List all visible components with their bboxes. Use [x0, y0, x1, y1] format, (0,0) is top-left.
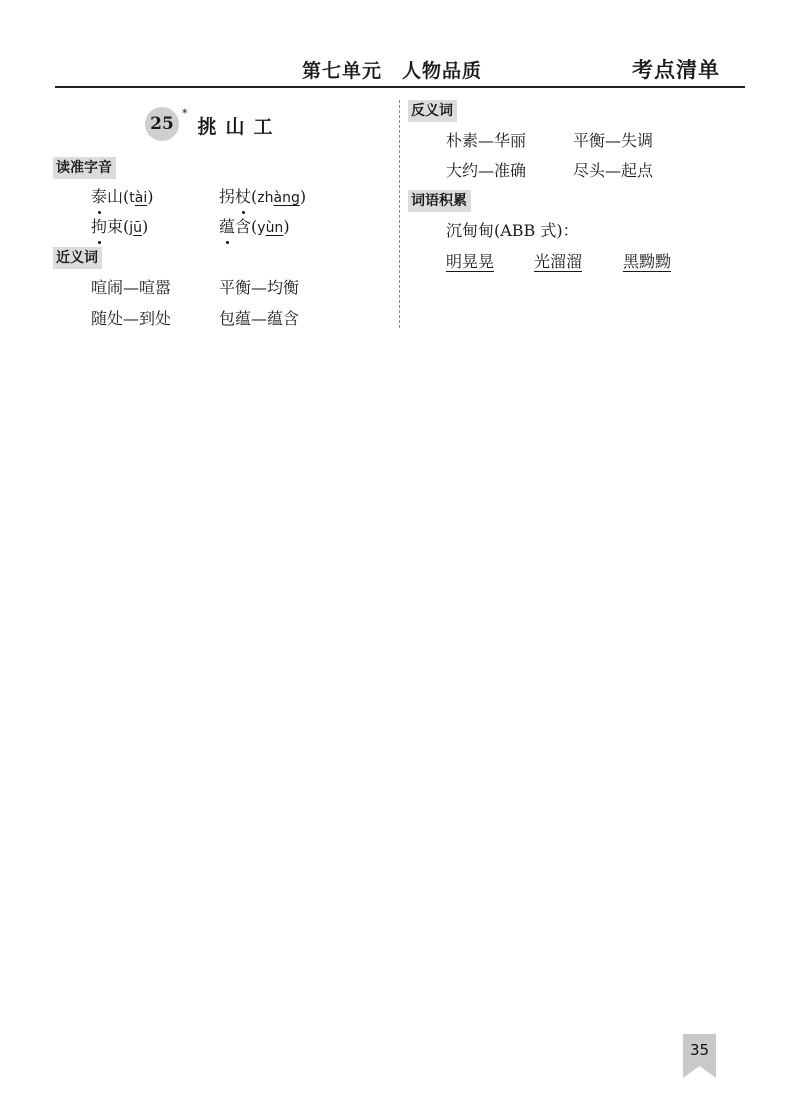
header-rule [55, 86, 745, 88]
section-heading-pronunciation: 读准字音 [53, 157, 116, 179]
vocab-word: 光溜溜 [534, 252, 583, 271]
antonym-pair: 尽头—起点 [573, 161, 654, 180]
section-heading-vocab: 词语积累 [408, 190, 471, 212]
page-number-tab [683, 1034, 716, 1078]
synonym-pair: 喧闹—喧嚣 [91, 278, 172, 297]
synonym-pair: 随处—到处 [91, 309, 172, 328]
lesson-heading [145, 107, 282, 141]
synonym-pair: 平衡—均衡 [219, 278, 300, 297]
antonym-pair: 朴素—华丽 [446, 131, 527, 150]
pronunciation-item: 拐杖(zhàng) [219, 187, 307, 206]
page-number: 35 [689, 1041, 710, 1059]
antonym-pair: 大约—准确 [446, 161, 527, 180]
pronunciation-item: 拘束(jū) [91, 217, 149, 236]
synonym-pair: 包蕴—蕴含 [219, 309, 300, 328]
lesson-title: 挑山工 [197, 116, 282, 138]
antonym-pair: 平衡—失调 [573, 131, 654, 150]
section-heading-synonyms: 近义词 [53, 247, 102, 269]
section-heading-antonyms: 反义词 [408, 100, 457, 122]
pronunciation-item: 泰山(tài) [91, 187, 154, 206]
pronunciation-item: 蕴含(yùn) [219, 217, 290, 236]
vocab-word: 黑黝黝 [623, 252, 672, 271]
lesson-star: * [182, 107, 188, 120]
section-tag: 考点清单 [632, 58, 720, 82]
vocab-prompt: 沉甸甸(ABB 式)： [446, 221, 579, 240]
vocab-word: 明晃晃 [446, 252, 495, 271]
unit-title: 第七单元 人物品质 [302, 60, 483, 82]
lesson-number-badge: 25 [145, 107, 179, 141]
column-divider [399, 100, 400, 328]
